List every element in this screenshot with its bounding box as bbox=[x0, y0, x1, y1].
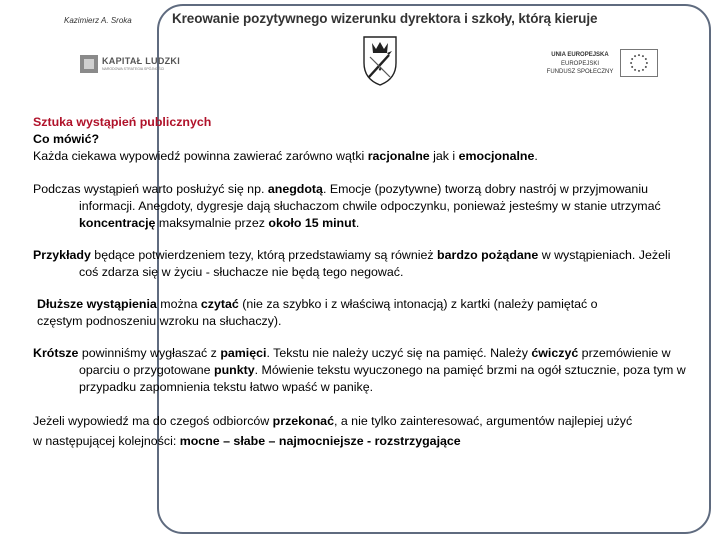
eu-flag-star bbox=[645, 58, 647, 60]
eu-flag-star bbox=[638, 70, 640, 72]
paragraph-5: Krótsze powinniśmy wygłaszać z pamięci. Tekstu nie należy uczyć się na pamięć. Należy ćwiczyć przemówienie w oparciu o przygotowane punkty. Mówienie tekstu wyuczonego na pamięć brzmi na ogół sztucznie, poza tym w przypadku zapomnienia tekstu łatwo wpaść w panikę. bbox=[33, 346, 686, 394]
eu-flag-star bbox=[642, 69, 644, 71]
paragraph-6: Jeżeli wypowiedź ma do czegoś odbiorców przekonać, a nie tylko zainteresować, argumentów najlepiej użyć w następującej kolejności: mocne – słabe – najmocniejsze - rozstrzygające bbox=[33, 414, 633, 448]
slide-content bbox=[33, 114, 688, 451]
kapital-ludzki-name: KAPITAŁ LUDZKI bbox=[102, 55, 181, 66]
paragraph-3: Przykłady będące potwierdzeniem tezy, którą przedstawiamy są również bardzo pożądane w wystąpieniach. Jeżeli coś zdarza się w życiu - słuchacze nie będą tego negować. bbox=[33, 248, 671, 279]
eu-flag-icon bbox=[620, 49, 658, 77]
eu-line-1: UNIA EUROPEJSKA bbox=[551, 52, 609, 58]
kapital-ludzki-icon bbox=[80, 55, 98, 73]
eu-line-3: FUNDUSZ SPOŁECZNY bbox=[546, 69, 614, 75]
eu-flag-star bbox=[631, 58, 633, 60]
eu-logo-text bbox=[546, 51, 614, 77]
svg-text:♦: ♦ bbox=[378, 67, 382, 73]
section-heading: Sztuka wystąpień publicznych bbox=[33, 115, 212, 129]
kapital-ludzki-subtitle: NARODOWA STRATEGIA SPÓJNOŚCI bbox=[102, 66, 165, 71]
eu-flag-star bbox=[631, 66, 633, 68]
kapital-ludzki-logo bbox=[80, 54, 198, 74]
slide-title: Kreowanie pozytywnego wizerunku dyrektora i szkoły, którą kieruje bbox=[172, 11, 598, 26]
eu-flag-star bbox=[645, 66, 647, 68]
eu-flag-star bbox=[630, 62, 632, 64]
paragraph-2: Podczas wystąpień warto posłużyć się np. anegdotą. Emocje (pozytywne) tworzą dobry nastrój w przyjmowaniu informacji. Anegdoty, dygresje dają słuchaczom chwile odpoczynku, ponieważ jesteśmy w stanie utrzymać koncentrację maksymalnie przez około 15 minut. bbox=[33, 182, 661, 230]
school-crest-icon bbox=[358, 33, 402, 87]
subheading: Co mówić? bbox=[33, 132, 100, 146]
paragraph-4: Dłuższe wystąpienia można czytać (nie za szybko i z właściwą intonacją) z kartki (należy pamiętać o częstym podnoszeniu wzroku na słuchaczy). bbox=[37, 297, 598, 328]
eu-flag-star bbox=[634, 69, 636, 71]
paragraph-1: Każda ciekawa wypowiedź powinna zawierać zarówno wątki racjonalne jak i emocjonalne. bbox=[33, 149, 538, 163]
eu-flag-star bbox=[642, 55, 644, 57]
eu-flag-star bbox=[634, 55, 636, 57]
author-name: Kazimierz A. Sroka bbox=[64, 16, 132, 25]
eu-line-2: EUROPEJSKI bbox=[560, 60, 599, 67]
eu-flag-star bbox=[638, 54, 640, 56]
eu-flag-star bbox=[646, 62, 648, 64]
